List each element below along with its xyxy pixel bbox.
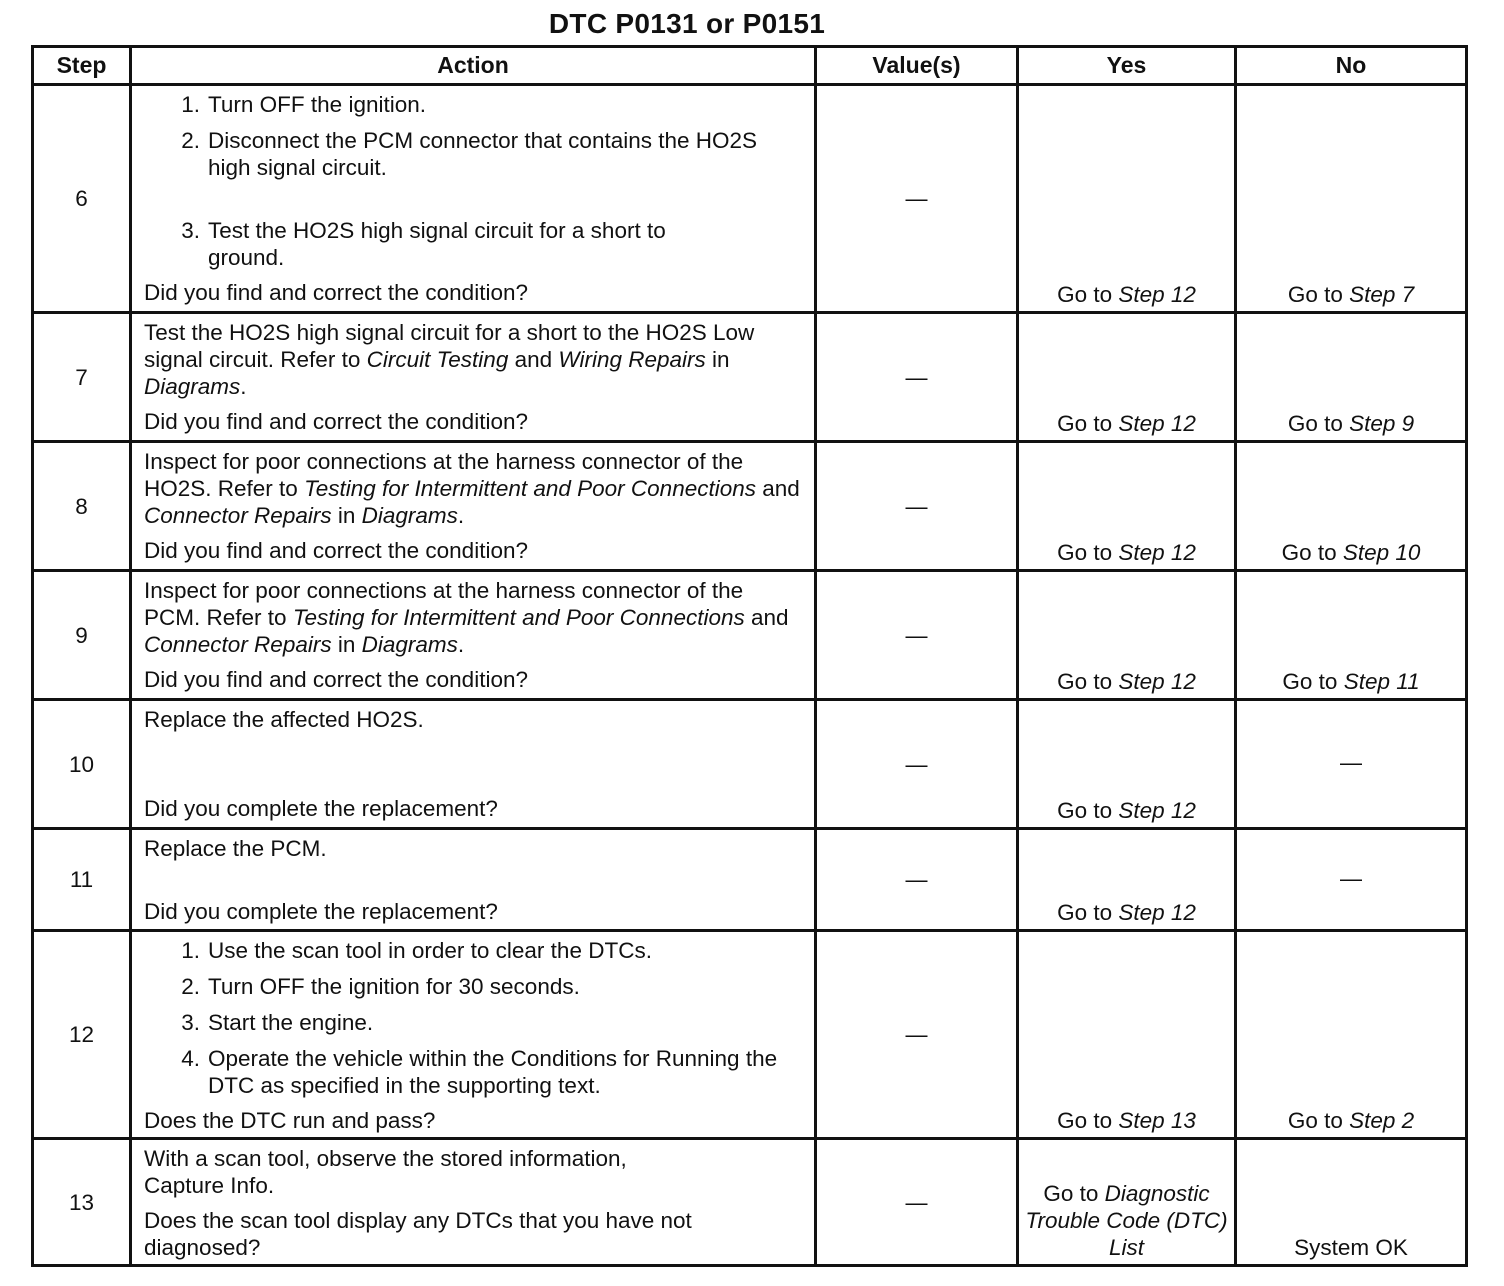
table-row	[33, 1139, 1467, 1266]
step-number: 9	[33, 571, 131, 700]
table-row	[33, 442, 1467, 571]
list-item: 1. Use the scan tool in order to clear the DTCs.	[181, 938, 652, 963]
action-cell	[131, 85, 816, 313]
yes-cell: Go to Step 13	[1018, 931, 1236, 1139]
value-cell: —	[816, 1139, 1018, 1266]
action-cell	[131, 931, 816, 1139]
no-cell: Go to Step 9	[1236, 313, 1467, 442]
action-cell	[131, 829, 816, 931]
value-cell: —	[816, 700, 1018, 829]
yes-cell: Go to Step 12	[1018, 313, 1236, 442]
yes-cell: Go to Step 12	[1018, 700, 1236, 829]
action-text: Inspect for poor connections at the harness connector of the HO2S. Refer to Testing for Intermittent and Poor Connections and Connector Repairs in Diagrams.	[144, 449, 800, 528]
action-text: Inspect for poor connections at the harness connector of the PCM. Refer to Testing for Intermittent and Poor Connections and Connector Repairs in Diagrams.	[144, 578, 789, 657]
action-text: Replace the affected HO2S.	[144, 707, 424, 732]
yes-cell: Go to Step 12	[1018, 85, 1236, 313]
no-cell: —	[1236, 700, 1467, 829]
no-cell: Go to Step 11	[1236, 571, 1467, 700]
step-number: 10	[33, 700, 131, 829]
action-question: Does the DTC run and pass?	[144, 1108, 436, 1133]
yes-cell: Go to Step 12	[1018, 829, 1236, 931]
list-item: 2. Disconnect the PCM connector that contains the HO2S high signal circuit.	[181, 128, 758, 180]
action-cell	[131, 313, 816, 442]
page-title: DTC P0131 or P0151	[548, 8, 826, 39]
step-number: 6	[33, 85, 131, 313]
action-text: With a scan tool, observe the stored information, Capture Info.	[144, 1146, 627, 1198]
action-question: Did you find and correct the condition?	[144, 667, 528, 692]
diagnostic-table	[31, 45, 1468, 1267]
action-cell	[131, 442, 816, 571]
list-item: 3. Test the HO2S high signal circuit for a short to ground.	[181, 218, 666, 270]
action-question: Did you complete the replacement?	[144, 899, 498, 924]
header-row	[33, 47, 1467, 85]
value-cell: —	[816, 442, 1018, 571]
table-row	[33, 313, 1467, 442]
table-row	[33, 931, 1467, 1139]
yes-cell: Go to Step 12	[1018, 571, 1236, 700]
action-question: Does the scan tool display any DTCs that you have not diagnosed?	[144, 1208, 692, 1260]
no-cell: Go to Step 7	[1236, 85, 1467, 313]
table-row	[33, 85, 1467, 313]
step-number: 7	[33, 313, 131, 442]
step-number: 11	[33, 829, 131, 931]
list-item: 3. Start the engine.	[181, 1010, 374, 1035]
no-cell: —	[1236, 829, 1467, 931]
value-cell: —	[816, 85, 1018, 313]
action-cell	[131, 1139, 816, 1266]
action-text: Replace the PCM.	[144, 836, 327, 861]
header-yes: Yes	[1018, 47, 1236, 85]
table-row	[33, 700, 1467, 829]
value-cell: —	[816, 571, 1018, 700]
no-cell: Go to Step 2	[1236, 931, 1467, 1139]
step-number: 13	[33, 1139, 131, 1266]
list-item: 1. Turn OFF the ignition.	[181, 92, 427, 117]
action-cell	[131, 571, 816, 700]
value-cell: —	[816, 313, 1018, 442]
action-question: Did you find and correct the condition?	[144, 280, 528, 305]
header-step: Step	[33, 47, 131, 85]
step-number: 12	[33, 931, 131, 1139]
no-cell: System OK	[1236, 1139, 1467, 1266]
yes-cell: Go to Step 12	[1018, 442, 1236, 571]
value-cell: —	[816, 931, 1018, 1139]
no-cell: Go to Step 10	[1236, 442, 1467, 571]
action-text: Test the HO2S high signal circuit for a short to the HO2S Low signal circuit. Refer to Circuit Testing and Wiring Repairs in Diagrams.	[144, 320, 755, 399]
action-question: Did you find and correct the condition?	[144, 538, 528, 563]
table-row	[33, 571, 1467, 700]
value-cell: —	[816, 829, 1018, 931]
header-action: Action	[131, 47, 816, 85]
list-item: 2. Turn OFF the ignition for 30 seconds.	[181, 974, 580, 999]
yes-cell: Go to Diagnostic Trouble Code (DTC) List	[1018, 1139, 1236, 1266]
header-values: Value(s)	[816, 47, 1018, 85]
action-question: Did you find and correct the condition?	[144, 409, 528, 434]
action-cell	[131, 700, 816, 829]
header-no: No	[1236, 47, 1467, 85]
step-number: 8	[33, 442, 131, 571]
table-row	[33, 829, 1467, 931]
action-question: Did you complete the replacement?	[144, 796, 498, 821]
list-item: 4. Operate the vehicle within the Conditions for Running the DTC as specified in the supporting text.	[181, 1046, 778, 1098]
